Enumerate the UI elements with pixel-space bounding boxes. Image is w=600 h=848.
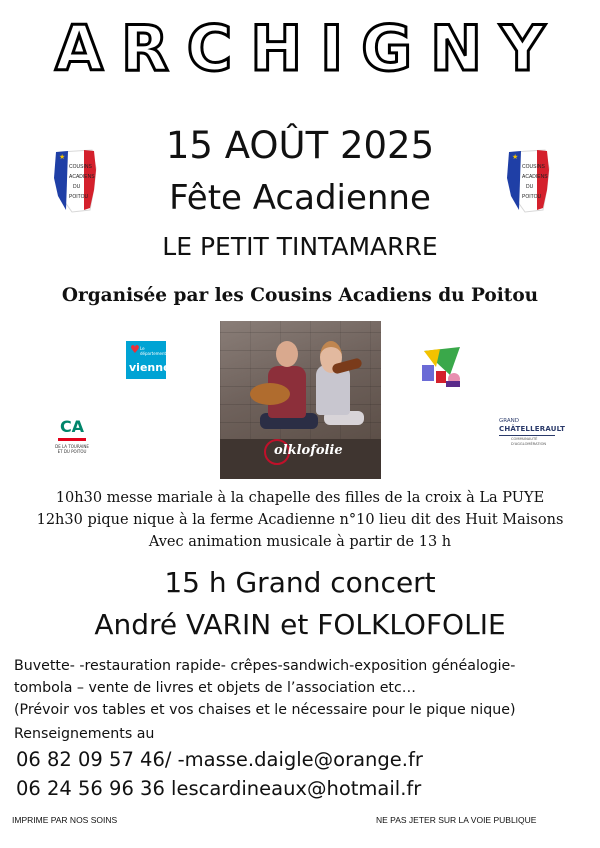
vienne-name: vienne: [129, 361, 171, 374]
ca-text-line: ET DU POITOU: [57, 449, 87, 454]
event-name: Fête Acadienne: [169, 178, 431, 218]
gc-line3-part: D'AGGLOMÉRATION: [511, 441, 547, 446]
photo-man-head: [276, 341, 298, 367]
footer-right: NE PAS JETER SUR LA VOIE PUBLIQUE: [376, 815, 537, 825]
contact-line: 06 82 09 57 46/ -masse.daigle@orange.fr: [16, 748, 423, 771]
concert-artists: André VARIN et FOLKLOFOLIE: [94, 608, 506, 641]
ca-text-line: DE LA TOURAINE: [55, 444, 89, 449]
info-line: (Prévoir vos tables et vos chaises et le nécessaire pour le pique nique): [14, 702, 516, 718]
schedule-line: 10h30 messe mariale à la chapelle des filles de la croix à La PUYE: [55, 490, 545, 506]
heart-icon: ♥: [130, 343, 140, 356]
event-subtitle: LE PETIT TINTAMARRE: [162, 232, 438, 261]
flag-text-line: ACADIENS: [69, 174, 95, 180]
flag-text-line: POITOU: [69, 194, 89, 200]
grand-chatellerault-logo: [499, 418, 566, 448]
flag-text-line: POITOU: [522, 194, 542, 200]
town-title: ARCHIGNY: [55, 12, 563, 85]
flag-star-icon: ★: [512, 153, 519, 161]
flag-star-icon: ★: [59, 153, 66, 161]
concert-time: 15 h Grand concert: [164, 566, 436, 599]
info-line: Renseignements au: [14, 726, 155, 742]
gc-line3-part: COMMUNAUTÉ: [511, 437, 538, 441]
organizer-line: Organisée par les Cousins Acadiens du Poitou: [61, 285, 539, 306]
cousins-acadiens-logo-right: [505, 148, 551, 214]
flag-text-line: DU: [526, 184, 534, 190]
vienne-logo: [126, 341, 171, 379]
gc-line1: GRAND: [499, 418, 519, 424]
gc-line3: [511, 437, 546, 446]
info-line: tombola – vente de livres et objets de l’association etc…: [14, 680, 416, 696]
association-crest-logo: [420, 345, 464, 389]
flag-text-line: ACADIENS: [522, 174, 548, 180]
flag-text-line: DU: [73, 184, 81, 190]
ca-text: [50, 444, 94, 454]
vienne-tagline: Le département: [140, 346, 167, 356]
info-line: Buvette- -restauration rapide- crêpes-sandwich-exposition généalogie-: [14, 658, 516, 674]
contact-line: 06 24 56 96 36 lescardineaux@hotmail.fr: [16, 777, 422, 800]
schedule-line: 12h30 pique nique à la ferme Acadienne n°10 lieu dit des Huit Maisons: [36, 512, 564, 528]
band-photo: [220, 321, 381, 479]
footer-left: IMPRIME PAR NOS SOINS: [12, 815, 118, 825]
schedule-line: Avec animation musicale à partir de 13 h: [148, 534, 452, 550]
event-date: 15 AOÛT 2025: [165, 124, 435, 167]
flag-text-line: COUSINS: [522, 164, 545, 170]
flag-text-line: COUSINS: [69, 164, 92, 170]
cousins-acadiens-logo-left: [52, 148, 98, 214]
folklofolie-logo-text: olklofolie: [274, 443, 343, 458]
gc-line2: CHÂTELLERAULT: [499, 425, 566, 433]
ca-mark: CA: [59, 417, 85, 436]
ca-bar: [58, 438, 86, 441]
guitar-icon: [250, 383, 290, 405]
credit-agricole-logo: [50, 418, 94, 458]
gc-divider: [499, 435, 555, 436]
